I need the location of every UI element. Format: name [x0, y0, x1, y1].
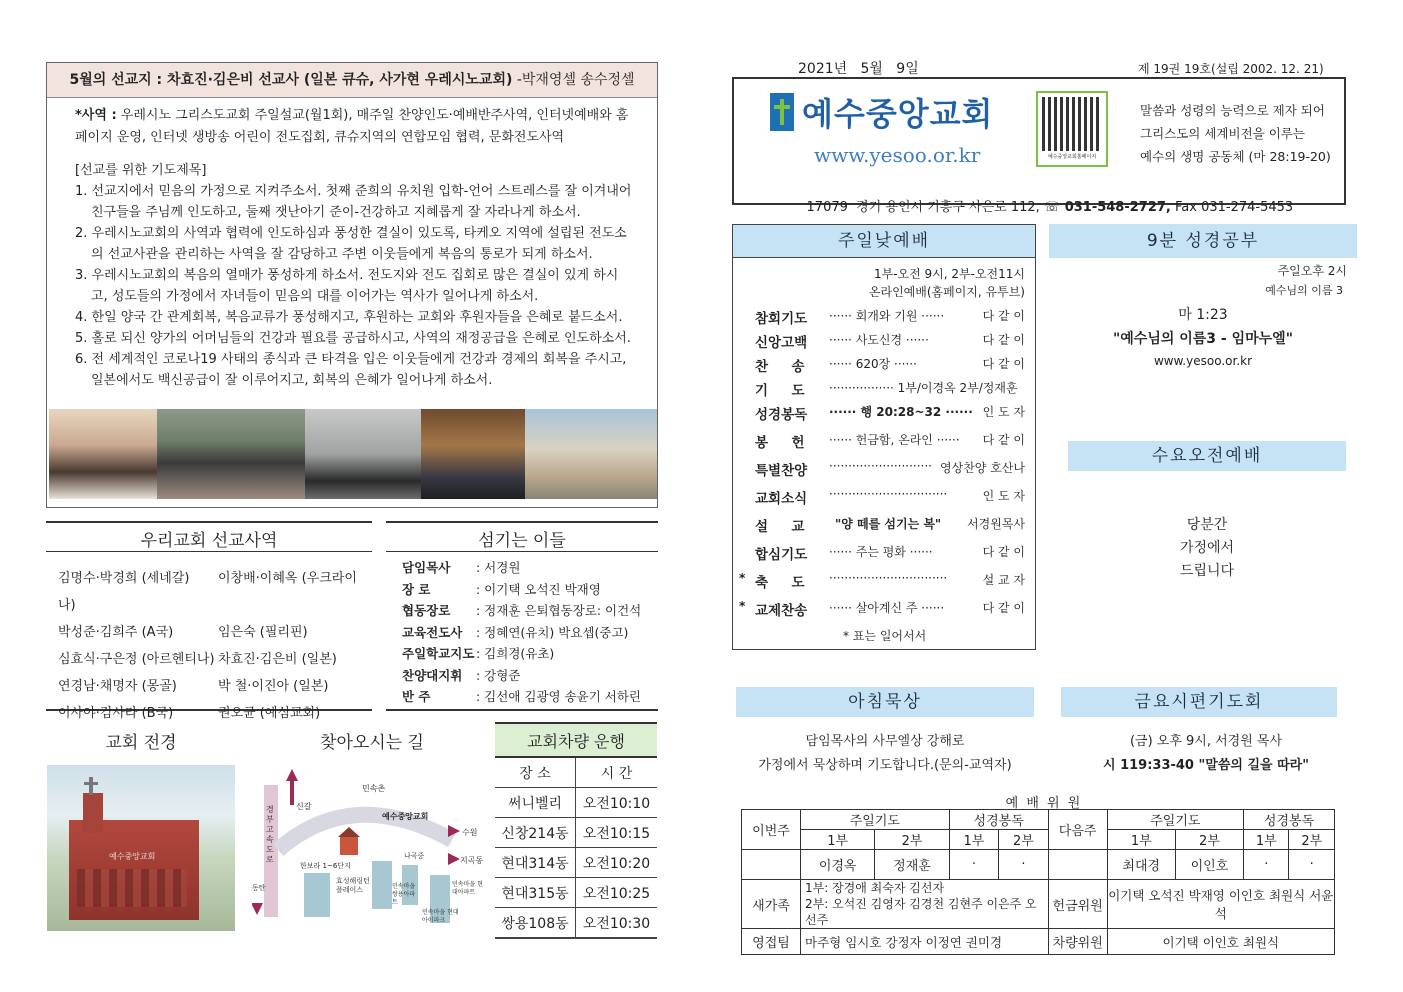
- mission-right: 박 철·이진아 (일본): [218, 679, 329, 694]
- church-view-photo: [47, 765, 235, 931]
- car-time: 오전10:25: [576, 878, 658, 908]
- sermon-title: "양 떼를 섬기는 복": [835, 517, 942, 531]
- sunday-worship-box: [732, 224, 1036, 650]
- staff-names-row: [742, 850, 1335, 880]
- phone: ☏ 031-548-2727,: [1043, 200, 1171, 215]
- map-label: 나곡중: [404, 852, 425, 860]
- servant-role: 주일학교지도: [402, 646, 475, 661]
- map-label: 민속마을 쌍용아파트: [392, 883, 416, 906]
- worship-staff-table: [741, 809, 1335, 955]
- missionary-title: 5월의 선교지 : 차효진·김은비 선교사 (일본 큐슈, 사가현 우레시노교회): [69, 72, 513, 88]
- sunday-time1: 1부-오전 9시, 2부-오전11시: [873, 267, 1025, 281]
- servant-role: 담임목사: [402, 560, 451, 575]
- church-tower: [83, 793, 103, 833]
- car-place: 신창214동: [495, 818, 576, 848]
- spacer-cell: [1048, 850, 1107, 880]
- prayer-item: 1. 선교지에서 믿음의 가정으로 지켜주소서. 첫째 준희의 유치원 입학-언어 스트레스를 잘 이겨내어 친구들을 주님께 인도하고, 둘째 잿난아기 준이-건강하고 지혜롭게 잘 자라나게 하소서.: [75, 184, 632, 220]
- servant-names: : 정혜연(유치) 박요셉(중고): [476, 624, 629, 640]
- family-photo: [49, 409, 157, 499]
- address: 17079 경기 용인시 기흥구 사은로 112,: [806, 200, 1040, 215]
- service-item: [739, 515, 1029, 543]
- friday-line2: 시 119:33-40 "말씀의 길을 따라": [1102, 758, 1310, 773]
- servants-list: [402, 557, 658, 708]
- servant-names: : 이기택 오석진 박재영: [476, 581, 601, 597]
- prayer-item: 5. 홀로 되신 양가의 어머님들의 건강과 필요를 공급하시고, 사역의 재정공급을 은혜로 인도하소서.: [75, 331, 631, 346]
- motto-line: 예수의 생명 공동체 (마 28:19-20): [1140, 149, 1331, 164]
- missionary-box: [46, 62, 658, 508]
- welcome-label: 영접팀: [742, 929, 801, 955]
- staff-name: 최대경: [1107, 850, 1175, 880]
- servant-names: : 정재훈 은퇴협동장로: 이건석: [476, 603, 642, 618]
- servant-row: [402, 557, 658, 579]
- next-week-label: 다음주: [1048, 810, 1107, 850]
- mission-row: [58, 619, 372, 646]
- service-item: [739, 459, 1029, 487]
- prayer-item: 3. 우레시노교회의 복음의 열매가 풍성하게 하소서. 전도지와 전도 집회로 많은 결실이 있게 하시고, 성도들의 가정에서 자녀들이 믿음의 대를 이어가는 역사가 일어나게 하소서.: [75, 268, 619, 304]
- service-item: [739, 487, 1029, 515]
- mission-left: 이사야·김사라 (B국): [58, 706, 174, 721]
- prayer-header: 주일기도: [1107, 810, 1243, 830]
- mission-list-box: [46, 521, 372, 721]
- service-item: [739, 543, 1029, 571]
- service-leader: 다 같 이: [982, 433, 1025, 447]
- bulletin-date: 2021년 5월 9일: [798, 61, 919, 77]
- map-label: 효성해링턴 플레이스: [336, 877, 370, 894]
- map-label: 경부고속도로: [266, 805, 274, 864]
- bible-study-title: 9분 성경공부: [1049, 224, 1357, 258]
- this-week-label: 이번주: [742, 810, 801, 850]
- service-label: 교제찬송: [755, 603, 808, 619]
- staff-name: ·: [1289, 850, 1335, 880]
- church-logo-icon: [770, 93, 794, 131]
- qr-pattern: [1042, 97, 1102, 151]
- sunday-time2: 온라인예배(홈페이지, 유투브): [868, 285, 1025, 299]
- staff-row: [742, 880, 1335, 929]
- vehicle-label: 차량위원: [1048, 929, 1107, 955]
- service-leader: 서경원목사: [967, 517, 1025, 531]
- fax: Fax 031-274-5453: [1170, 200, 1294, 215]
- reading-header: 성경봉독: [949, 810, 1048, 830]
- church-name: 예수중앙교회: [802, 95, 994, 133]
- prayer-header: 주일기도: [801, 810, 950, 830]
- servant-names: : 김희경(유초): [476, 646, 555, 661]
- directions-map: [252, 765, 492, 931]
- offering-label: 헌금위원: [1048, 880, 1107, 929]
- car-row: [495, 788, 657, 818]
- photo-strip: [49, 409, 657, 499]
- directions-title: 찾아오시는 길: [320, 733, 424, 753]
- map-label: 동탄: [252, 884, 266, 892]
- church-marker-icon: [340, 837, 358, 855]
- wednesday-line: 당분간: [1186, 517, 1228, 533]
- church-building-photo: [525, 409, 657, 499]
- service-detail: ······ 헌금함, 온라인 ······: [829, 433, 960, 447]
- service-item: [739, 331, 1029, 355]
- reading-header: 성경봉독: [1244, 810, 1335, 830]
- logo-cross: [780, 99, 784, 125]
- mission-row: [58, 565, 372, 619]
- servant-role: 반 주: [402, 689, 431, 704]
- masthead: [732, 77, 1346, 215]
- service-leader: 영상찬양 호산나: [940, 461, 1025, 475]
- mission-right: 차효진·김은비 (일본): [218, 652, 337, 667]
- part-header: 1부: [801, 830, 875, 850]
- morning-text: [736, 730, 1034, 778]
- wednesday-title: 수요오전예배: [1068, 441, 1346, 471]
- ministry-label: *사역 :: [75, 108, 117, 123]
- service-detail: ················· 1부/이경옥 2부/정재훈: [829, 381, 1018, 395]
- sunday-title: 주일낮예배: [733, 225, 1035, 258]
- service-label: 특별찬양: [755, 463, 808, 479]
- motto: [1140, 99, 1331, 168]
- car-time: 오전10:10: [576, 788, 658, 818]
- church-url: www.yesoo.or.kr: [814, 143, 981, 167]
- offering-names: 이기택 오석진 박재영 이인호 최원식 서윤석: [1107, 880, 1334, 929]
- cross-icon-bar: [84, 782, 98, 785]
- part-header: 2부: [999, 830, 1049, 850]
- map-label: 신갈: [296, 802, 312, 811]
- car-time: 오전10:20: [576, 848, 658, 878]
- car-place: 쌍용108동: [495, 908, 576, 938]
- stand-marker: *: [739, 571, 746, 585]
- prayer-item: 6. 전 세계적인 코로나19 사태의 종식과 큰 타격을 입은 이웃들에게 건강과 경제의 회복을 주시고, 일본에서도 백신공급이 잘 이루어지고, 회복의 은혜가 일어나게 하소서.: [75, 352, 627, 388]
- mission-right: 임은숙 (필리핀): [218, 625, 308, 640]
- service-item: [739, 355, 1029, 379]
- apartment-icon: [372, 861, 392, 909]
- service-leader: 인 도 자: [982, 405, 1025, 419]
- service-item: [739, 403, 1029, 431]
- arrow-right-icon: [448, 853, 460, 865]
- service-leader: 다 같 이: [982, 545, 1025, 559]
- bulletin-volume: 제 19권 19호(설립 2002. 12. 21): [1138, 62, 1324, 76]
- staff-name: ·: [1244, 850, 1289, 880]
- cross-icon: [89, 777, 93, 795]
- online-worship-photo: [421, 409, 525, 499]
- stand-footnote: * 표는 일어서서: [843, 629, 927, 643]
- map-label: 지곡동: [460, 856, 484, 865]
- wednesday-line: 드립니다: [1179, 563, 1235, 579]
- servants-box: [386, 521, 658, 711]
- mission-left: 박성준·김희주 (A국): [58, 625, 174, 640]
- part-header: 2부: [875, 830, 949, 850]
- servant-row: [402, 600, 658, 622]
- service-leader: 다 같 이: [982, 333, 1025, 347]
- service-label: 교회소식: [755, 491, 808, 507]
- friday-title: 금요시편기도회: [1061, 687, 1337, 717]
- servant-row: [402, 686, 658, 708]
- friday-line1: (금) 오후 9시, 서경원 목사: [1129, 734, 1283, 749]
- mission-list-title: 우리교회 선교사역: [140, 531, 278, 551]
- car-row: [495, 908, 657, 938]
- service-detail: ······ 회개와 기원 ······: [829, 309, 945, 323]
- morning-line: 가정에서 묵상하며 기도합니다.(문의-교역자): [758, 758, 1012, 773]
- service-leader: 다 같 이: [982, 357, 1025, 371]
- mission-left: 심효식·구은정 (아르헨티나): [58, 652, 215, 667]
- service-detail: ······ 주는 평화 ······: [829, 545, 933, 559]
- car-schedule: [495, 722, 657, 939]
- part-header: 2부: [1175, 830, 1243, 850]
- prayer-list: [75, 181, 635, 391]
- prayer-item: 2. 우레시노교회의 사역과 협력에 인도하심과 풍성한 결실이 있도록, 타케오 지역에 설립된 전도소의 선교사관을 관리하는 사역을 잘 감당하고 주변 이웃들에게 복음의 통로가 되게 하소서.: [75, 226, 627, 262]
- newfamily-cell: [801, 880, 1049, 929]
- divider: [46, 551, 372, 552]
- prayer-item: 4. 한일 양국 간 관계회복, 복음교류가 풍성해지고, 후원하는 교회와 후원자들을 은혜로 붙드소서.: [75, 310, 623, 325]
- service-label: 기 도: [755, 383, 805, 399]
- wednesday-text: [1068, 514, 1346, 583]
- car-row: [495, 818, 657, 848]
- car-place: 현대314동: [495, 848, 576, 878]
- divider: [386, 551, 658, 552]
- mission-list-grid: [58, 565, 372, 727]
- service-label: 찬 송: [755, 359, 805, 375]
- congregation-photo: [157, 409, 305, 499]
- map-label: 예수중앙교회: [382, 812, 429, 821]
- staff-name: 이경옥: [801, 850, 875, 880]
- church-sign: 예수중앙교회: [109, 852, 156, 861]
- service-detail: ·······························: [829, 571, 948, 585]
- service-detail: ·······························: [829, 487, 948, 501]
- service-item: [739, 431, 1029, 459]
- servants-title: 섬기는 이들: [478, 531, 566, 551]
- staff-name: 정재훈: [875, 850, 949, 880]
- map-label: 한보라 1~6단지: [300, 862, 351, 870]
- car-row: [495, 878, 657, 908]
- car-title: 교회차량 운행: [495, 722, 657, 758]
- car-place: 써니벨리: [495, 788, 576, 818]
- servant-role: 찬양대지휘: [402, 667, 463, 683]
- church-view-title: 교회 전경: [105, 733, 177, 753]
- stand-marker: *: [739, 599, 746, 613]
- car-time: 오전10:30: [576, 908, 658, 938]
- mission-left: 김명수·박경희 (세네갈): [58, 571, 190, 586]
- service-leader: 다 같 이: [982, 309, 1025, 323]
- church-windows: [77, 869, 187, 907]
- arrow-up-icon: [286, 769, 298, 781]
- car-time: 오전10:15: [576, 818, 658, 848]
- qr-code-icon: [1036, 91, 1108, 167]
- service-leader: 설 교 자: [982, 573, 1025, 587]
- service-label: 신앙고백: [755, 335, 808, 351]
- address-line: [790, 181, 1293, 230]
- worship-staff-title: 예 배 위 원: [1005, 796, 1083, 811]
- ministry-text: 우레시노 그리스도교회 주일설교(월1회), 매주일 찬양인도·예배반주사역, 인터넷예배와 홈페이지 운영, 인터넷 생방송 어린이 전도집회, 큐슈지역의 연합모임 협력, 문화전도사역: [75, 108, 629, 145]
- servant-names: : 서경원: [476, 560, 521, 575]
- bible-study-subtitle: 예수님의 이름 3: [1265, 284, 1343, 297]
- service-detail: ······ 사도신경 ······: [829, 333, 929, 347]
- bible-study-url: www.yesoo.or.kr: [1153, 354, 1253, 368]
- prayer-heading: [선교를 위한 기도제목]: [75, 163, 207, 178]
- missionary-note: -박재영셀 송수정셀: [512, 72, 635, 88]
- morning-line: 담임목사의 사무엘상 강해로: [805, 734, 965, 749]
- staff-subheader-row: [742, 830, 1335, 850]
- motto-line: 그리스도의 세계비전을 이루는: [1140, 126, 1305, 141]
- service-item: [739, 379, 1029, 403]
- newfamily-line: 1부: 장경애 최숙자 김선자: [805, 881, 945, 895]
- servant-row: [402, 665, 658, 687]
- mission-right: 이창배·이혜옥 (우크라이나): [58, 571, 357, 613]
- servant-names: : 강형준: [476, 667, 521, 683]
- apartment-icon: [304, 873, 330, 917]
- vehicle-names: 이기택 이인호 최원식: [1107, 929, 1334, 955]
- spacer-cell: [742, 850, 801, 880]
- missionary-ministry: [75, 105, 635, 149]
- arrow-down-icon: [252, 903, 263, 915]
- morning-title: 아침묵상: [736, 687, 1034, 717]
- servant-row: [402, 643, 658, 665]
- map-label: 민속촌: [362, 784, 386, 793]
- service-detail: ···························: [829, 459, 932, 473]
- servant-role: 장 로: [402, 581, 431, 597]
- car-header-place: 장 소: [495, 758, 576, 788]
- preacher-photo: [305, 409, 421, 499]
- wednesday-line: 가정에서: [1179, 540, 1235, 556]
- order-of-service: [739, 307, 1029, 625]
- newfamily-label: 새가족: [742, 880, 801, 929]
- map-label: 수원: [462, 828, 478, 837]
- bible-study-time: 주일오후 2시: [1277, 264, 1347, 278]
- mission-row: [58, 673, 372, 700]
- service-label: 합심기도: [755, 547, 808, 563]
- staff-name: ·: [999, 850, 1049, 880]
- service-leader: 인 도 자: [982, 489, 1025, 503]
- newfamily-line: 2부: 오석진 김영자 김경천 김현주 이은주 오선주: [805, 897, 1037, 927]
- car-header-row: [495, 758, 657, 788]
- service-detail: ······ 살아계신 주 ······: [829, 601, 945, 615]
- mission-left: 연경남·채명자 (몽골): [58, 679, 177, 694]
- motto-line: 말씀과 성령의 능력으로 제자 되어: [1140, 103, 1325, 118]
- bible-study-topic: "예수님의 이름3 - 임마누엘": [1112, 331, 1293, 347]
- car-header-time: 시 간: [576, 758, 658, 788]
- map-label: 민속마을 현대아파트: [452, 881, 483, 896]
- bible-study-verse: 마 1:23: [1178, 307, 1228, 323]
- servant-names: : 김선애 김광영 송윤기 서하린: [476, 689, 642, 704]
- staff-name: 이인호: [1175, 850, 1243, 880]
- map-label: 민속마을 현대아이파크: [422, 909, 459, 924]
- qr-caption: 예수중앙교회홈페이지: [1047, 154, 1097, 160]
- part-header: 1부: [1107, 830, 1175, 850]
- mission-row: [58, 700, 372, 727]
- servant-role: 협동장로: [402, 603, 451, 618]
- service-label: 축 도: [755, 575, 805, 591]
- servant-role: 교육전도사: [402, 624, 463, 640]
- staff-row: [742, 929, 1335, 955]
- car-place: 현대315동: [495, 878, 576, 908]
- mission-right: 권오균 (예심교회): [218, 706, 321, 721]
- welcome-names: 마주형 임시호 강정자 이정연 권미경: [801, 929, 1049, 955]
- staff-name: ·: [949, 850, 998, 880]
- service-label: 설 교: [755, 519, 805, 535]
- servant-row: [402, 579, 658, 601]
- part-header: 2부: [1289, 830, 1335, 850]
- mission-row: [58, 646, 372, 673]
- service-label: 참회기도: [755, 311, 808, 327]
- church-roof-icon: [338, 827, 360, 837]
- part-header: 1부: [949, 830, 998, 850]
- service-item: [739, 599, 1029, 625]
- service-label: 성경봉독: [755, 407, 808, 423]
- staff-header-row: [742, 810, 1335, 830]
- service-item: [739, 571, 1029, 599]
- service-label: 봉 헌: [755, 435, 805, 451]
- servant-row: [402, 622, 658, 644]
- service-leader: 다 같 이: [982, 601, 1025, 615]
- service-item: [739, 307, 1029, 331]
- part-header: 1부: [1244, 830, 1289, 850]
- car-row: [495, 848, 657, 878]
- logo-cross-bar: [774, 105, 790, 109]
- arrow-shaft: [290, 781, 294, 805]
- missionary-title-bar: [47, 63, 657, 98]
- service-detail: ······ 620장 ······: [829, 357, 917, 371]
- service-detail: ······ 행 20:28~32 ······: [829, 405, 973, 419]
- car-table: [495, 758, 657, 938]
